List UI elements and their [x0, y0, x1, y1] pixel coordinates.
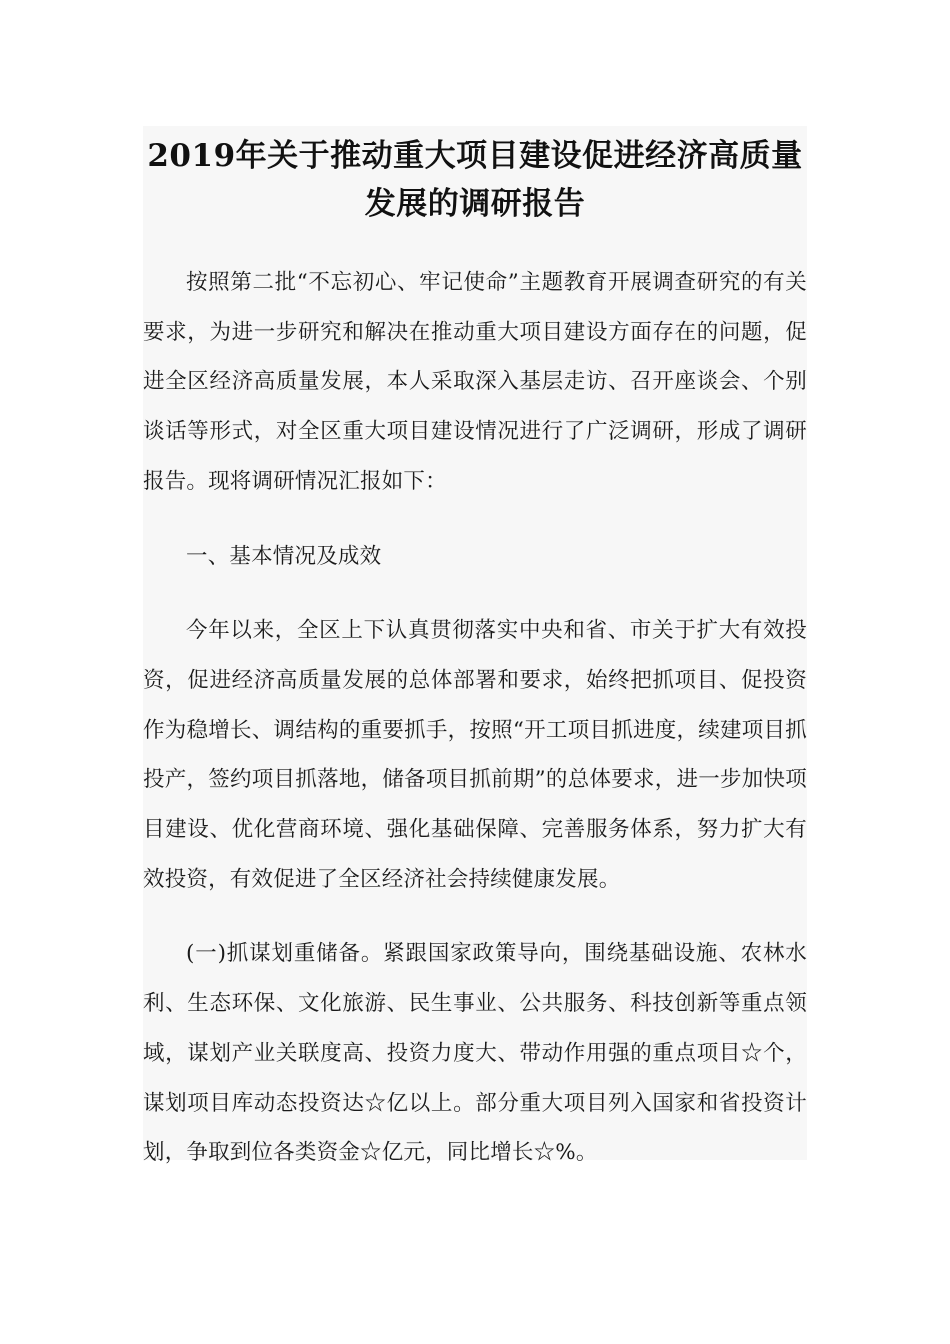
subsection-paragraph: (一)抓谋划重储备。紧跟国家政策导向，围绕基础设施、农林水利、生态环保、文化旅游、民生事业、公共服务、科技创新等重点领域，谋划产业关联度高、投资力度大、带动作用强的重点项目☆个，谋划项目库动态投资达☆亿以上。部分重大项目列入国家和省投资计划，争取到位各类资金☆亿元，同比增长☆%。 — [143, 941, 807, 1166]
overview-paragraph: 今年以来，全区上下认真贯彻落实中央和省、市关于扩大有效投资，促进经济高质量发展的总体部署和要求，始终把抓项目、促投资作为稳增长、调结构的重要抓手，按照“开工项目抓进度，续建项目抓投产，签约项目抓落地，储备项目抓前期”的总体要求，进一步加快项目建设、优化营商环境、强化基础保障、完善服务体系，努力扩大有效投资，有效促进了全区经济社会持续健康发展。 — [143, 618, 807, 892]
title-line-2: 发展的调研报告 — [364, 186, 586, 222]
intro-paragraph: 按照第二批“不忘初心、牢记使命”主题教育开展调查研究的有关要求，为进一步研究和解决在推动重大项目建设方面存在的问题，促进全区经济高质量发展，本人采取深入基层走访、召开座谈会、个别谈话等形式，对全区重大项目建设情况进行了广泛调研，形成了调研报告。现将调研情况汇报如下： — [143, 270, 807, 494]
document-body — [143, 228, 807, 1178]
title-line-1: 2019年关于推动重大项目建设促进经济高质量 — [147, 138, 803, 174]
document-page — [143, 126, 807, 1166]
section-heading: 一、基本情况及成效 — [186, 543, 382, 569]
document-title — [143, 126, 807, 228]
